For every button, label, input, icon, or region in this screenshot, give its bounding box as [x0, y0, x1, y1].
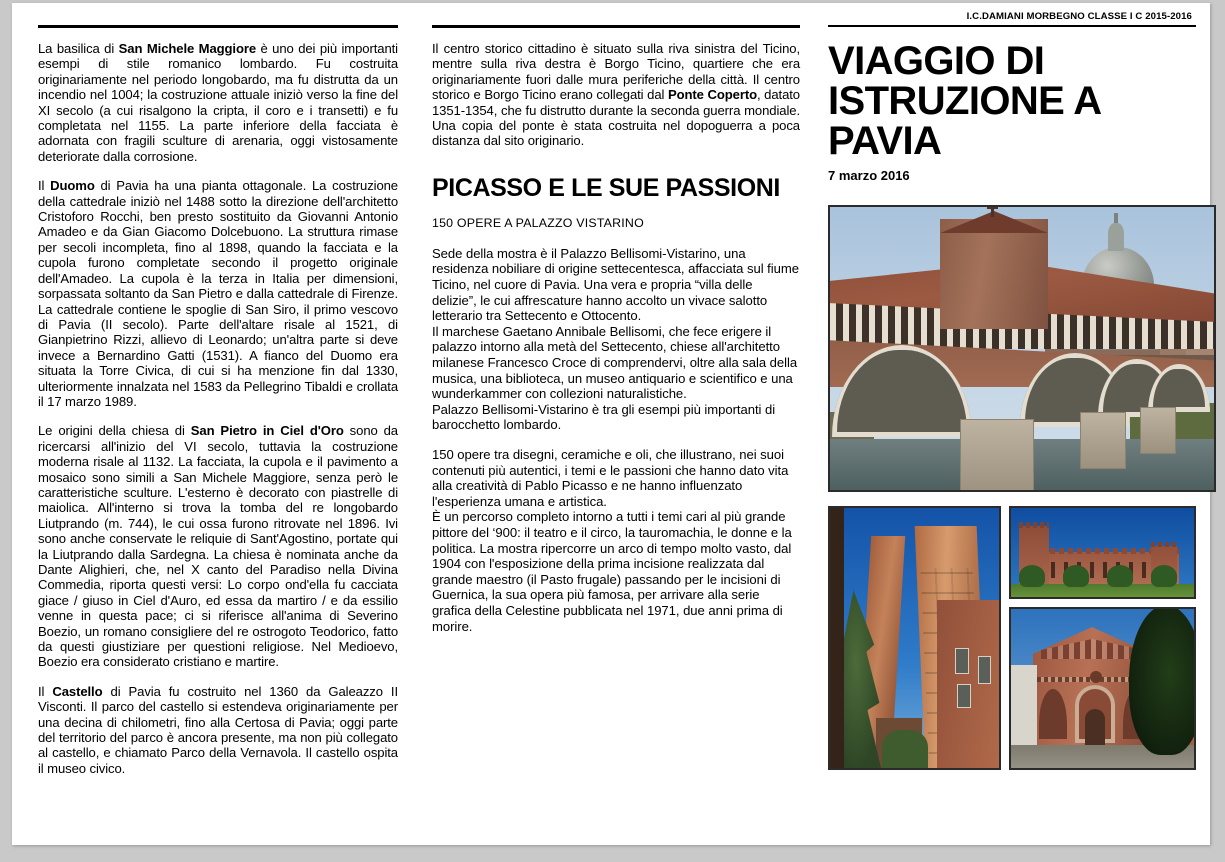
paragraph-rest: è uno dei più importanti esempi di stile romanico lombardo. Fu costruita originariamente nel periodo longobardo, ma fu distrutta da un incendio nel 1004; la costruzione attuale iniziò verso la fine del XI secolo (a cui risalgono la cripta, il coro e i transetti) e fu completata nel 1155. La parte inferiore della facciata è adornata con fragili sculture di arenaria, oggi vistosamente deteriorate dalla corrosione. — [38, 41, 398, 164]
bold-term-ponte-coperto: Ponte Coperto — [667, 87, 757, 103]
page-title: VIAGGIO DI ISTRUZIONE A PAVIA — [828, 39, 1101, 163]
bold-term-castello: Castello — [52, 683, 103, 699]
bold-term-san-michele: San Michele Maggiore — [118, 41, 257, 56]
column-right — [818, 3, 1210, 770]
document-page — [12, 3, 1210, 845]
paragraph-rest: , datato 1351-1354, che fu distrutto durante la seconda guerra mondiale. Una copia del ponte è stata costruita nel dopoguerra a poca distanza dal sito originario. — [432, 87, 800, 149]
paragraph-rest: sono da ricercarsi all'inizio del VI secolo, tuttavia la costruzione moderna risale al 1132. La facciata, la cupola e il pavimento a mosaico sono simili a San Michele Maggiore, senza però le caratteristiche sculture. L'esterno è decorato con piastrelle di maiolica. All'interno si trova la tomba del re longobardo Liutprando (m. 744), le cui ossa furono ritrovate nel 1896. Ivi sono anche conservate le reliquie di Sant'Agostino, portate qui la Liutprando dalla Sardegna. La chiesa è nominata anche da Dante Alighieri, che, nel X canto del Paradiso nella Divina Commedia, riporta questi versi: Lo corpo ond'ella fu cacciata giace / giuso in Ciel d'Auro, ed essa da martiro / e da essilio venne in questa pace; ci si riferisce all'anima di Severino Boezio, un romano consigliere del re ostrogoto Teodorico, fatto da questi giustiziare per questioni religiose. Nel Medioevo, Boezio era considerato cristiano e martire. — [38, 423, 398, 670]
paragraph-san-michele — [38, 41, 398, 164]
photo-ponte-coperto-artwork — [830, 207, 1214, 490]
column-rule-middle — [432, 25, 800, 28]
paragraph-lead: Il — [38, 683, 53, 699]
photo-ponte-coperto — [828, 205, 1216, 492]
photo-san-pietro-artwork — [1011, 609, 1194, 768]
bold-term-san-pietro: San Pietro in Ciel d'Oro — [190, 423, 344, 439]
school-kicker: I.C.DAMIANI MORBEGNO CLASSE I C 2015-2016 — [966, 11, 1192, 22]
section-subheading-opere: 150 OPERE A PALAZZO VISTARINO — [432, 215, 644, 230]
paragraph-palazzo-bellisomi: Sede della mostra è il Palazzo Bellisomi-Vistarino, una residenza nobiliare di origine settecentesca, affacciata sul fiume Ticino, nel cuore di Pavia. Una vera e propria “villa delle delizie”, le cui affrescature hanno accolto un vivace salotto letterario tra Settecento e Ottocento. Il marchese Gaetano Annibale Bellisomi, che fece erigere il palazzo intorno alla metà del Settecento, chiese all'architetto milanese Francesco Croce di comprendervi, oltre alla sala della musica, una biblioteca, un museo antiquario e scientifico e una wunderkammer con collezioni naturalistiche. Palazzo Bellisomi-Vistarino è tra gli esempi più importanti di barocchetto lombardo. — [432, 245, 799, 433]
page-columns — [12, 3, 1210, 845]
paragraph-150-opere: 150 opere tra disegni, ceramiche e oli, che illustrano, nei suoi contenuti più autentici, i temi e le passioni che hanno dato vita alla creatività di Pablo Picasso e ne hanno influenzato l'esperienza umana e artistica. È un percorso completo intorno a tutti i temi cari al più grande pittore del ‘900: il teatro e il circo, la tauromachia, le donne e la politica. La mostra ripercorre un arco di tempo molto vasto, dal 1904 con l'esposizione della prima incisione realizzata dal grande maestro (il Pasto frugale) passando per le incisioni di Guernica, la sua opera più famosa, per arrivare alla serie grafica della Celestine pubblicata nel 1971, due anni prima di morire. — [432, 446, 792, 634]
photo-castello-artwork — [1011, 508, 1194, 597]
paragraph-lead: La basilica di — [38, 41, 119, 56]
bold-term-duomo: Duomo — [50, 178, 95, 194]
paragraph-lead: Il — [38, 178, 51, 194]
photo-san-pietro-ciel-doro — [1009, 607, 1196, 770]
photo-castello-visconteo — [1009, 506, 1196, 599]
paragraph-centro-storico — [432, 41, 800, 149]
paragraph-rest: di Pavia fu costruito nel 1360 da Galeazzo II Visconti. Il parco del castello si estendeva originariamente per una decina di chilometri, fino alla Certosa di Pavia; oggi parte del territorio del parco è ancora presente, ma non più collegato al castello, e chiamato Parco della Vernavola. Il castello ospita il museo civico. — [38, 683, 398, 776]
column-rule-right — [828, 25, 1196, 27]
paragraph-san-pietro — [38, 423, 398, 670]
paragraph-duomo — [38, 178, 398, 409]
paragraph-castello — [38, 684, 398, 776]
page-date: 7 marzo 2016 — [828, 168, 910, 183]
paragraph-rest: di Pavia ha una pianta ottagonale. La costruzione della cattedrale iniziò nel 1488 sotto la direzione dell'architetto Cristoforo Rocchi, ben presto sostituito da Giovanni Antonio Amadeo e da Gian Giacomo Dolcebuono. La struttura rimase per secoli incompleta, fino al 1898, quando la facciata e la cupola furono completate secondo il progetto originale dell'Amadeo. La cupola è la terza in Italia per dimensioni, sorpassata soltanto da San Pietro e dalla cattedrale di Firenze. La cattedrale contiene le spoglie di San Siro, il primo vescovo di Pavia (II secolo). Parte dell'altare risale al 1521, di Gianpietrino Rizzi, allievo di Leonardo; un'altra parte si deve invece a Bernardino Gatti (1531). A fianco del Duomo era situata la Torre Civica, di cui si ha menzione fin dal 1330, ulteriormente innalzata nel 1583 da Pellegrino Tibaldi e crollata il 17 marzo 1989. — [38, 178, 398, 409]
paragraph-lead: Le origini della chiesa di — [38, 423, 191, 439]
column-middle — [418, 3, 818, 648]
paragraph-lead: Il centro storico cittadino è situato sulla riva sinistra del Ticino, mentre sulla riva destra è Borgo Ticino, quartiere che era originariamente fuori dalle mura periferiche della città. Il centro storico e Borgo Ticino erano collegati dal — [432, 41, 800, 103]
photo-right-stack — [1009, 506, 1196, 770]
photo-torri-artwork — [830, 508, 999, 768]
column-rule-left — [38, 25, 398, 28]
column-left — [12, 3, 418, 776]
section-heading-picasso: PICASSO E LE SUE PASSIONI — [432, 173, 780, 202]
photo-row — [828, 506, 1196, 770]
photo-torri-medievali — [828, 506, 1001, 770]
